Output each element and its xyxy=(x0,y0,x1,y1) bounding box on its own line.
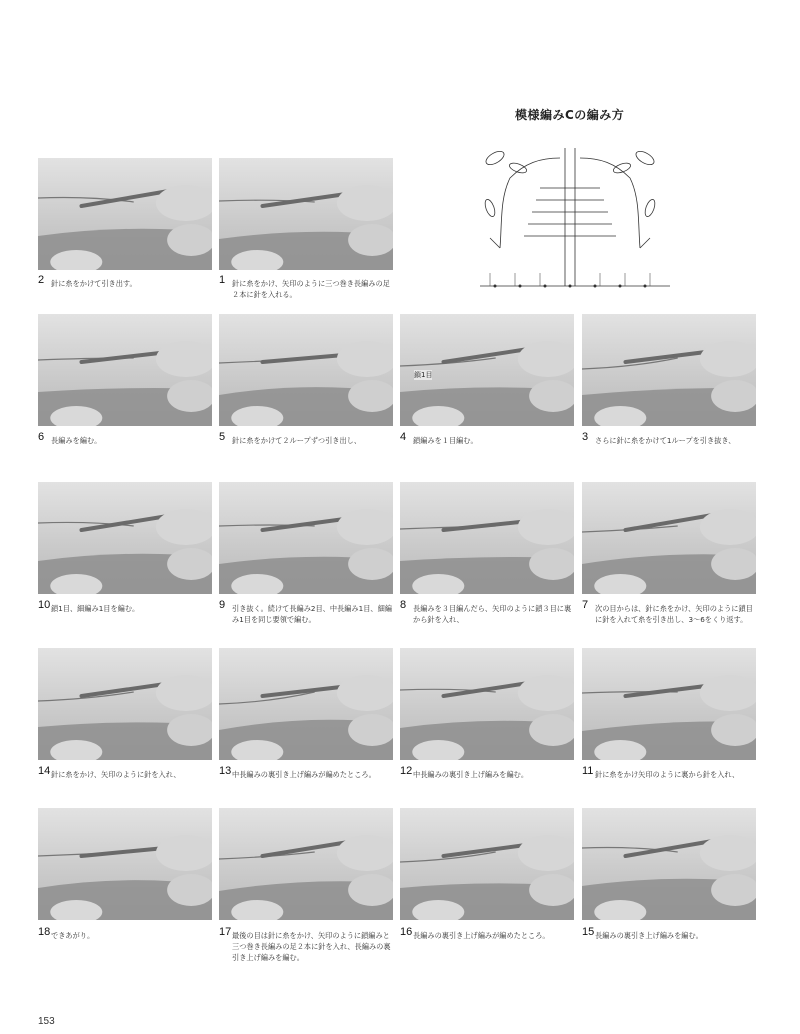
step-photo-7 xyxy=(582,482,756,594)
step-text: 鎖編みを１目編む。 xyxy=(413,436,478,445)
step-caption-6 xyxy=(38,431,216,446)
step-photo-9 xyxy=(219,482,393,594)
step-text: 針に糸をかけて引き出す。 xyxy=(51,279,137,288)
step-photo-17 xyxy=(219,808,393,920)
step-photo-1 xyxy=(219,158,393,270)
step-photo-6 xyxy=(38,314,212,426)
crochet-photo-illustration xyxy=(400,808,574,920)
crochet-photo-illustration xyxy=(38,482,212,594)
step-photo-3 xyxy=(582,314,756,426)
step-text: 長編みの裏引き上げ編みが編めたところ。 xyxy=(413,931,550,940)
step-number: 14 xyxy=(38,765,51,777)
step-text: 針に糸をかけ、矢印のように三つ巻き長編みの足２本に針を入れる。 xyxy=(232,279,390,299)
step-text: 長編みを編む。 xyxy=(51,436,102,445)
step-caption-15 xyxy=(582,926,760,941)
step-number: 13 xyxy=(219,765,232,777)
step-number: 5 xyxy=(219,431,226,443)
crochet-photo-illustration xyxy=(400,648,574,760)
step-photo-13 xyxy=(219,648,393,760)
step-text: 針に糸をかけ矢印のように裏から針を入れ、 xyxy=(595,770,740,779)
step-caption-9 xyxy=(219,599,397,625)
step-caption-1 xyxy=(219,274,397,300)
crochet-photo-illustration xyxy=(400,482,574,594)
crochet-photo-illustration xyxy=(219,808,393,920)
step-caption-16 xyxy=(400,926,578,941)
step-caption-11 xyxy=(582,765,760,780)
step-number: 10 xyxy=(38,599,51,611)
diagram-title: 模様編みCの編み方 xyxy=(515,108,625,122)
chain-label: 鎖1目 xyxy=(414,371,433,379)
step-number: 4 xyxy=(400,431,407,443)
step-caption-3 xyxy=(582,431,760,446)
step-photo-5 xyxy=(219,314,393,426)
crochet-photo-illustration xyxy=(582,648,756,760)
step-photo-2 xyxy=(38,158,212,270)
step-photo-14 xyxy=(38,648,212,760)
crochet-photo-illustration xyxy=(219,648,393,760)
step-caption-18 xyxy=(38,926,216,941)
crochet-photo-illustration xyxy=(219,158,393,270)
step-text: できあがり。 xyxy=(51,931,95,940)
step-text: 長編みを３目編んだら、矢印のように鎖３目に裏から針を入れ、 xyxy=(413,604,572,624)
crochet-photo-illustration xyxy=(38,808,212,920)
step-text: さらに針に糸をかけて1ループを引き抜き、 xyxy=(595,436,736,445)
step-caption-2 xyxy=(38,274,216,289)
crochet-photo-illustration xyxy=(219,482,393,594)
step-caption-12 xyxy=(400,765,578,780)
step-text: 中長編みの裏引き上げ編みを編む。 xyxy=(413,770,529,779)
step-photo-10 xyxy=(38,482,212,594)
step-number: 11 xyxy=(582,765,594,777)
crochet-photo-illustration xyxy=(38,158,212,270)
step-number: 9 xyxy=(219,599,226,611)
step-number: 18 xyxy=(38,926,51,938)
step-text: 次の目からは、針に糸をかけ、矢印のように鎖目に針を入れて糸を引き出し、3〜6をくり返す。 xyxy=(595,604,753,624)
step-caption-10 xyxy=(38,599,216,614)
step-caption-5 xyxy=(219,431,397,446)
step-text: 長編みの裏引き上げ編みを編む。 xyxy=(595,931,703,940)
crochet-photo-illustration xyxy=(38,648,212,760)
step-caption-14 xyxy=(38,765,216,780)
step-number: 17 xyxy=(219,926,232,938)
step-number: 16 xyxy=(400,926,413,938)
step-caption-17 xyxy=(219,926,397,963)
step-number: 15 xyxy=(582,926,595,938)
step-caption-8 xyxy=(400,599,578,625)
crochet-photo-illustration xyxy=(582,314,756,426)
step-photo-11 xyxy=(582,648,756,760)
step-text: 最後の目は針に糸をかけ、矢印のように鎖編みと三つ巻き長編みの足２本に針を入れ、長編みの裏引き上げ編みを編む。 xyxy=(232,931,391,962)
crochet-photo-illustration xyxy=(38,314,212,426)
step-caption-7 xyxy=(582,599,760,625)
step-number: 2 xyxy=(38,274,45,286)
step-photo-18 xyxy=(38,808,212,920)
crochet-photo-illustration xyxy=(582,482,756,594)
step-photo-4 xyxy=(400,314,574,426)
crochet-photo-illustration xyxy=(582,808,756,920)
page-number: 153 xyxy=(38,1016,55,1027)
step-caption-13 xyxy=(219,765,397,780)
step-text: 針に糸をかけ、矢印のように針を入れ、 xyxy=(51,770,181,779)
step-number: 12 xyxy=(400,765,413,777)
step-text: 中長編みの裏引き上げ編みが編めたところ。 xyxy=(232,770,376,779)
step-number: 3 xyxy=(582,431,589,443)
step-photo-12 xyxy=(400,648,574,760)
step-text: 針に糸をかけて２ループずつ引き出し、 xyxy=(232,436,362,445)
crochet-photo-illustration xyxy=(219,314,393,426)
step-photo-15 xyxy=(582,808,756,920)
step-photo-16 xyxy=(400,808,574,920)
step-caption-4 xyxy=(400,431,578,446)
step-photo-8 xyxy=(400,482,574,594)
step-number: 8 xyxy=(400,599,407,611)
step-text: 鎖1目、細編み1目を編む。 xyxy=(51,604,140,613)
step-number: 7 xyxy=(582,599,589,611)
step-text: 引き抜く。続けて長編み2目、中長編み1目、細編み1目を同じ要領で編む。 xyxy=(232,604,392,624)
step-number: 1 xyxy=(219,274,226,286)
stitch-diagram xyxy=(470,128,680,300)
step-number: 6 xyxy=(38,431,45,443)
